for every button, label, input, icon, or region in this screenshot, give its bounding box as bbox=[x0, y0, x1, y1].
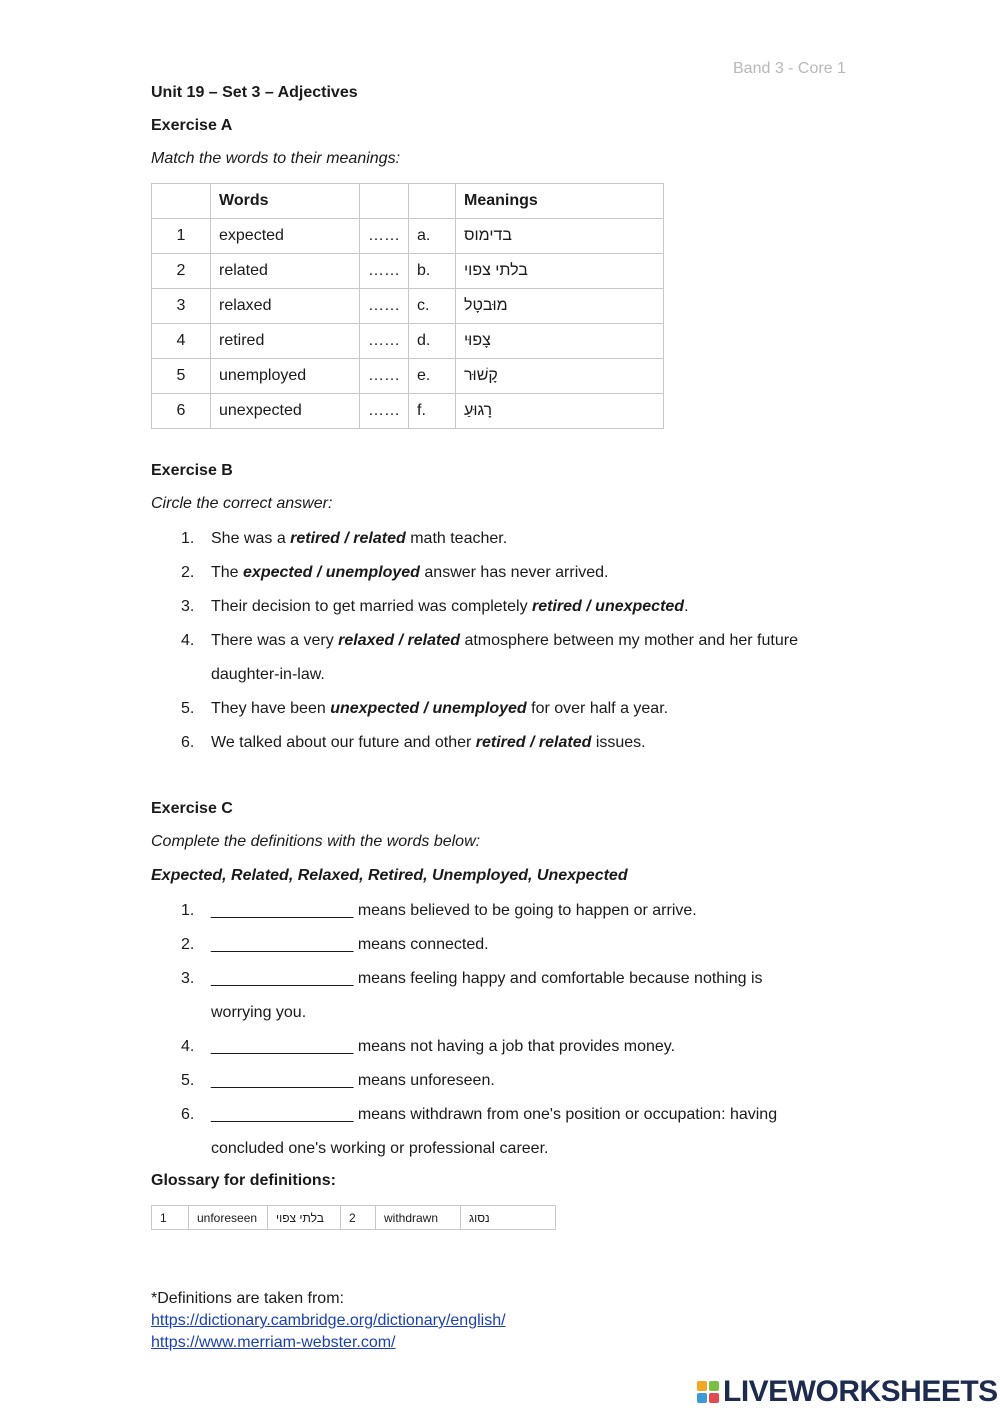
glossary-num: 2 bbox=[341, 1206, 376, 1230]
answer-blank[interactable]: ________________ bbox=[211, 1072, 354, 1089]
item-number: 1. bbox=[181, 530, 195, 547]
exercise-b-list bbox=[151, 522, 851, 760]
glossary-translation: בלתי צפוי bbox=[268, 1206, 341, 1230]
row-letter: f. bbox=[409, 394, 456, 429]
row-number: 4 bbox=[152, 324, 211, 359]
row-meaning: רָגוּעַ bbox=[456, 394, 664, 429]
row-number: 3 bbox=[152, 289, 211, 324]
answer-blank[interactable]: ________________ bbox=[211, 1106, 354, 1123]
item-text-after: issues. bbox=[591, 734, 646, 751]
definition-text: means believed to be going to happen or arrive. bbox=[353, 902, 697, 919]
header-words: Words bbox=[211, 184, 360, 219]
sources-block bbox=[151, 1288, 506, 1354]
exercise-a-instruction: Match the words to their meanings: bbox=[151, 150, 401, 167]
table-header-row bbox=[152, 184, 664, 219]
row-word: related bbox=[211, 254, 360, 289]
row-word: unemployed bbox=[211, 359, 360, 394]
item-text-before: There was a very bbox=[211, 632, 339, 649]
matching-table bbox=[151, 183, 664, 429]
item-text-before: She was a bbox=[211, 530, 291, 547]
answer-blank[interactable]: ________________ bbox=[211, 1038, 354, 1055]
row-letter: b. bbox=[409, 254, 456, 289]
row-number: 1 bbox=[152, 219, 211, 254]
list-item bbox=[151, 556, 851, 590]
definition-text: means not having a job that provides money. bbox=[353, 1038, 676, 1055]
header-letter-cell bbox=[409, 184, 456, 219]
item-continuation: worrying you. bbox=[211, 1004, 307, 1021]
merriam-webster-link[interactable]: https://www.merriam-webster.com/ bbox=[151, 1334, 396, 1351]
item-number: 4. bbox=[181, 632, 195, 649]
word-bank: Expected, Related, Relaxed, Retired, Unemployed, Unexpected bbox=[151, 867, 628, 884]
definition-text: means feeling happy and comfortable because nothing is bbox=[353, 970, 763, 987]
liveworksheets-logo bbox=[697, 1375, 998, 1409]
item-continuation: concluded one's working or professional career. bbox=[211, 1140, 549, 1157]
row-number: 6 bbox=[152, 394, 211, 429]
row-letter: c. bbox=[409, 289, 456, 324]
glossary-translation: נסוג bbox=[461, 1206, 556, 1230]
item-text-after: math teacher. bbox=[405, 530, 508, 547]
list-item bbox=[151, 894, 851, 928]
exercise-c-instruction: Complete the definitions with the words below: bbox=[151, 833, 481, 850]
item-number: 5. bbox=[181, 1072, 195, 1089]
answer-blank[interactable]: ________________ bbox=[211, 936, 354, 953]
glossary-word: unforeseen bbox=[189, 1206, 268, 1230]
choice-options[interactable]: unexpected / unemployed bbox=[330, 700, 527, 717]
row-letter: d. bbox=[409, 324, 456, 359]
item-number: 2. bbox=[181, 564, 195, 581]
item-number: 1. bbox=[181, 902, 195, 919]
header-meanings: Meanings bbox=[456, 184, 664, 219]
list-item bbox=[151, 1030, 851, 1064]
choice-options[interactable]: expected / unemployed bbox=[243, 564, 420, 581]
item-text-after: atmosphere between my mother and her future bbox=[460, 632, 798, 649]
item-text-after: for over half a year. bbox=[526, 700, 669, 717]
glossary-table bbox=[151, 1205, 556, 1230]
table-row bbox=[152, 324, 664, 359]
list-item bbox=[151, 726, 851, 760]
list-item bbox=[151, 962, 851, 1030]
row-meaning: צָפוּי bbox=[456, 324, 664, 359]
item-number: 3. bbox=[181, 598, 195, 615]
choice-options[interactable]: retired / unexpected bbox=[532, 598, 685, 615]
table-row bbox=[152, 289, 664, 324]
row-word: retired bbox=[211, 324, 360, 359]
row-meaning: בדימוס bbox=[456, 219, 664, 254]
logo-text: LIVEWORKSHEETS bbox=[723, 1375, 998, 1408]
answer-blank[interactable]: …… bbox=[360, 359, 409, 394]
page-title: Unit 19 – Set 3 – Adjectives bbox=[151, 84, 358, 101]
list-item bbox=[151, 692, 851, 726]
item-text-before: We talked about our future and other bbox=[211, 734, 476, 751]
answer-blank[interactable]: …… bbox=[360, 289, 409, 324]
row-meaning: בלתי צפוי bbox=[456, 254, 664, 289]
list-item bbox=[151, 928, 851, 962]
table-row bbox=[152, 219, 664, 254]
item-text-before: Their decision to get married was completely bbox=[211, 598, 533, 615]
item-number: 4. bbox=[181, 1038, 195, 1055]
row-meaning: קָשׁוּר bbox=[456, 359, 664, 394]
item-number: 3. bbox=[181, 970, 195, 987]
row-number: 2 bbox=[152, 254, 211, 289]
cambridge-link[interactable]: https://dictionary.cambridge.org/dictionary/english/ bbox=[151, 1312, 506, 1329]
choice-options[interactable]: relaxed / related bbox=[338, 632, 460, 649]
definition-text: means unforeseen. bbox=[353, 1072, 495, 1089]
answer-blank[interactable]: ________________ bbox=[211, 902, 354, 919]
list-item bbox=[151, 624, 851, 692]
answer-blank[interactable]: …… bbox=[360, 324, 409, 359]
item-text-before: The bbox=[211, 564, 244, 581]
sources-note: *Definitions are taken from: bbox=[151, 1290, 344, 1307]
item-text-before: They have been bbox=[211, 700, 331, 717]
item-text-after: answer has never arrived. bbox=[419, 564, 609, 581]
row-word: expected bbox=[211, 219, 360, 254]
row-number: 5 bbox=[152, 359, 211, 394]
item-number: 6. bbox=[181, 1106, 195, 1123]
row-meaning: מוּבטָל bbox=[456, 289, 664, 324]
list-item bbox=[151, 590, 851, 624]
answer-blank[interactable]: ________________ bbox=[211, 970, 354, 987]
glossary-word: withdrawn bbox=[376, 1206, 461, 1230]
item-number: 2. bbox=[181, 936, 195, 953]
header-num-cell bbox=[152, 184, 211, 219]
definition-text: means connected. bbox=[353, 936, 489, 953]
exercise-c-list bbox=[151, 894, 851, 1166]
list-item bbox=[151, 522, 851, 556]
glossary-heading: Glossary for definitions: bbox=[151, 1172, 336, 1189]
table-row bbox=[152, 394, 664, 429]
item-text-after: . bbox=[684, 598, 689, 615]
choice-options[interactable]: retired / related bbox=[475, 734, 592, 751]
exercise-b-heading: Exercise B bbox=[151, 462, 233, 479]
row-word: unexpected bbox=[211, 394, 360, 429]
table-row bbox=[152, 1206, 556, 1230]
choice-options[interactable]: retired / related bbox=[290, 530, 406, 547]
exercise-b-instruction: Circle the correct answer: bbox=[151, 495, 333, 512]
table-row bbox=[152, 254, 664, 289]
list-item bbox=[151, 1098, 851, 1166]
row-word: relaxed bbox=[211, 289, 360, 324]
logo-squares-icon bbox=[697, 1381, 719, 1403]
table-row bbox=[152, 359, 664, 394]
exercise-c-heading: Exercise C bbox=[151, 800, 233, 817]
answer-blank[interactable]: …… bbox=[360, 394, 409, 429]
answer-blank[interactable]: …… bbox=[360, 254, 409, 289]
item-continuation: daughter-in-law. bbox=[211, 666, 325, 683]
row-letter: a. bbox=[409, 219, 456, 254]
glossary-num: 1 bbox=[152, 1206, 189, 1230]
item-number: 6. bbox=[181, 734, 195, 751]
band-label: Band 3 - Core 1 bbox=[733, 60, 846, 77]
definition-text: means withdrawn from one's position or occupation: having bbox=[353, 1106, 778, 1123]
list-item bbox=[151, 1064, 851, 1098]
item-number: 5. bbox=[181, 700, 195, 717]
exercise-a-heading: Exercise A bbox=[151, 117, 233, 134]
answer-blank[interactable]: …… bbox=[360, 219, 409, 254]
row-letter: e. bbox=[409, 359, 456, 394]
header-blank-cell bbox=[360, 184, 409, 219]
